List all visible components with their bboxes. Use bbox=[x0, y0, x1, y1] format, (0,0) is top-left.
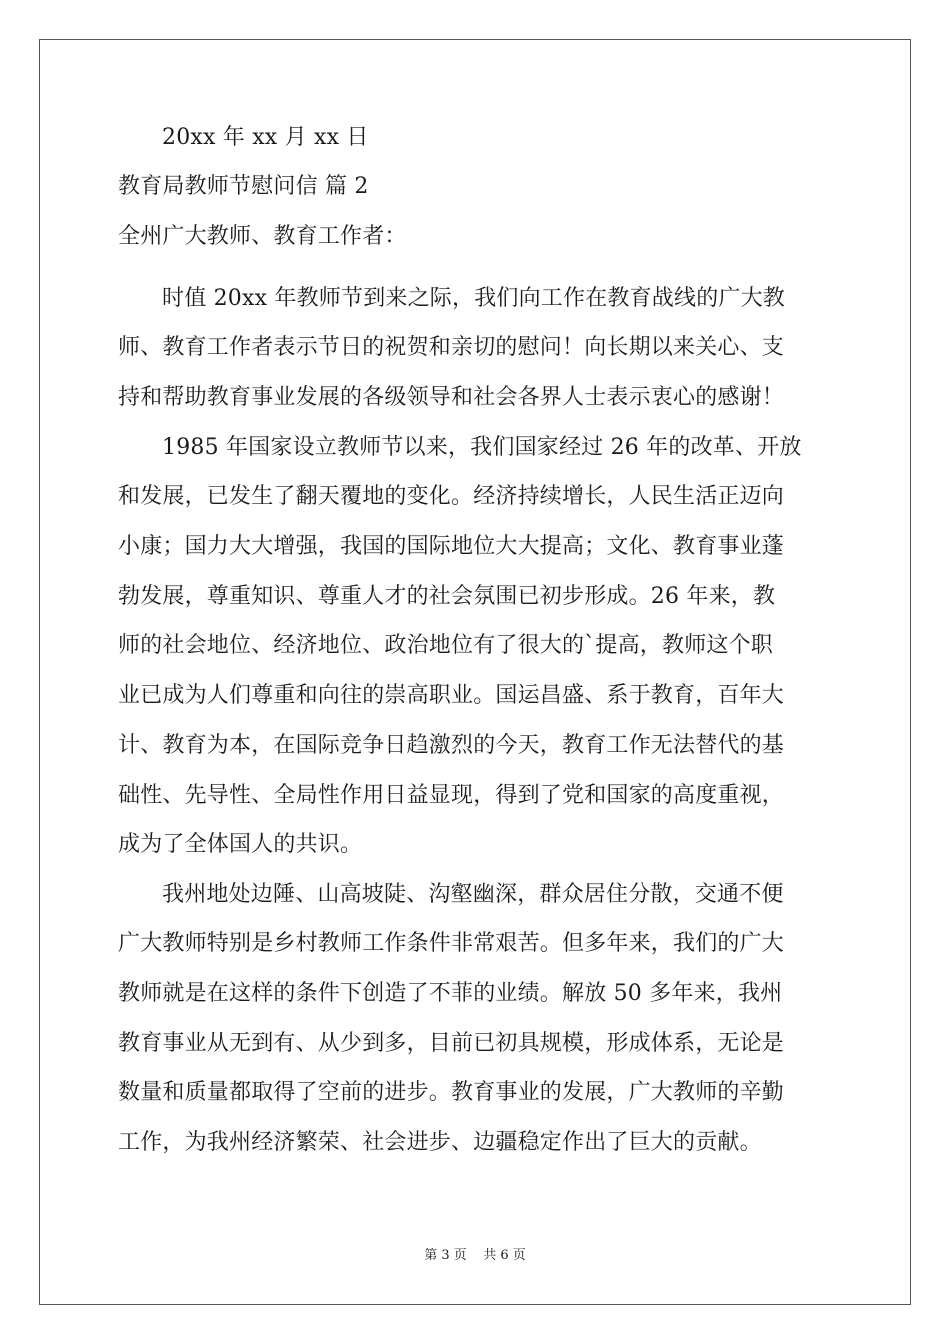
paragraph-2-line-1: 1985 年国家设立教师节以来，我们国家经过 26 年的改革、开放 bbox=[162, 435, 802, 460]
paragraph-3-line-3: 教师就是在这样的条件下创造了不菲的业绩。解放 50 多年来，我州 bbox=[118, 981, 783, 1006]
page-total: 共 6 页 bbox=[483, 1248, 526, 1263]
paragraph-2-line-4: 勃发展，尊重知识、尊重人才的社会氛围已初步形成。26 年来，教 bbox=[118, 584, 776, 609]
salutation: 全州广大教师、教育工作者： bbox=[118, 224, 407, 249]
paragraph-3-line-4: 教育事业从无到有、从少到多，目前已初具规模，形成体系，无论是 bbox=[118, 1031, 785, 1056]
paragraph-2-line-9: 成为了全体国人的共识。 bbox=[118, 832, 363, 857]
page-number: 第 3 页 bbox=[424, 1248, 467, 1263]
paragraph-3-line-2: 广大教师特别是乡村教师工作条件非常艰苦。但多年来，我们的广大 bbox=[118, 931, 785, 956]
page-footer bbox=[0, 1248, 950, 1264]
date-line: 20xx 年 xx 月 xx 日 bbox=[162, 125, 369, 150]
paragraph-3-line-1: 我州地处边陲、山高坡陡、沟壑幽深，群众居住分散，交通不便 bbox=[162, 882, 784, 907]
paragraph-3-line-6: 工作，为我州经济繁荣、社会进步、边疆稳定作出了巨大的贡献。 bbox=[118, 1130, 762, 1155]
paragraph-2-line-2: 和发展，已发生了翻天覆地的变化。经济持续增长，人民生活正迈向 bbox=[118, 484, 785, 509]
paragraph-2-line-8: 础性、先导性、全局性作用日益显现，得到了党和国家的高度重视， bbox=[118, 783, 785, 808]
paragraph-3-line-5: 数量和质量都取得了空前的进步。教育事业的发展，广大教师的辛勤 bbox=[118, 1080, 785, 1105]
paragraph-2-line-7: 计、教育为本，在国际竞争日趋激烈的今天，教育工作无法替代的基 bbox=[118, 733, 785, 758]
section-title: 教育局教师节慰问信 篇 2 bbox=[118, 174, 369, 199]
paragraph-2-line-5: 师的社会地位、经济地位、政治地位有了很大的`提高，教师这个职 bbox=[118, 633, 774, 658]
paragraph-1-line-1: 时值 20xx 年教师节到来之际，我们向工作在教育战线的广大教 bbox=[162, 286, 785, 311]
paragraph-1-line-3: 持和帮助教育事业发展的各级领导和社会各界人士表示衷心的感谢！ bbox=[118, 385, 785, 410]
paragraph-1-line-2: 师、教育工作者表示节日的祝贺和亲切的慰问！向长期以来关心、支 bbox=[118, 335, 785, 360]
paragraph-2-line-3: 小康；国力大大增强，我国的国际地位大大提高；文化、教育事业蓬 bbox=[118, 534, 785, 559]
paragraph-2-line-6: 业已成为人们尊重和向往的崇高职业。国运昌盛、系于教育，百年大 bbox=[118, 683, 785, 708]
